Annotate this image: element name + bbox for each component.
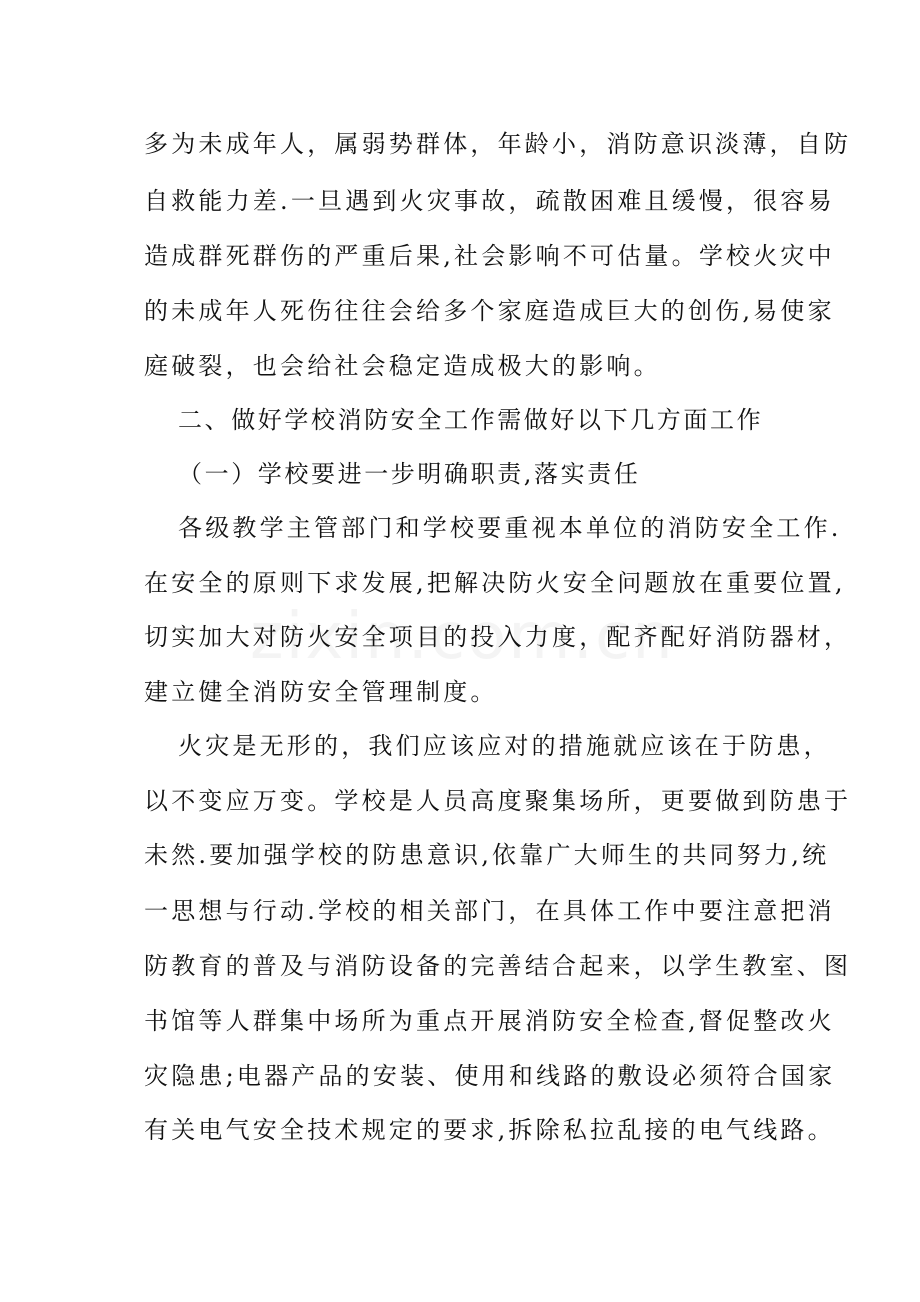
paragraph-line: 在安全的原则下求发展,把解决防火安全问题放在重要位置, xyxy=(144,569,846,597)
paragraph-line: 多为未成年人，属弱势群体，年龄小，消防意识淡薄，自防 xyxy=(144,130,852,158)
paragraph-line: 庭破裂，也会给社会稳定造成极大的影响。 xyxy=(144,352,661,380)
paragraph-line: 切实加大对防火安全项目的投入力度，配齐配好消防器材， xyxy=(144,623,852,651)
paragraph-line: 的未成年人死伤往往会给多个家庭造成巨大的创伤,易使家 xyxy=(144,297,835,325)
paragraph-line: 自救能力差.一旦遇到火灾事故，疏散困难且缓慢，很容易 xyxy=(144,187,835,215)
paragraph-line: 灾隐患;电器产品的安装、使用和线路的敷设必须符合国家 xyxy=(144,1062,836,1090)
paragraph-line: 各级教学主管部门和学校要重视本单位的消防安全工作. xyxy=(178,514,842,542)
paragraph-line: 以不变应万变。学校是人员高度聚集场所，更要做到防患于 xyxy=(144,787,852,815)
paragraph-line: 火灾是无形的，我们应该应对的措施就应该在于防患， xyxy=(178,732,831,760)
subsection-heading: （一）学校要进一步明确职责,落实责任 xyxy=(178,460,641,488)
paragraph-line: 防教育的普及与消防设备的完善结合起来，以学生教室、图 xyxy=(144,952,852,980)
paragraph-line: 有关电气安全技术规定的要求,拆除私拉乱接的电气线路。 xyxy=(144,1116,835,1144)
paragraph-line: 建立健全消防安全管理制度。 xyxy=(144,678,498,706)
paragraph-line: 书馆等人群集中场所为重点开展消防安全检查,督促整改火 xyxy=(144,1007,835,1035)
paragraph-line: 造成群死群伤的严重后果,社会影响不可估量。学校火灾中 xyxy=(144,242,835,270)
section-heading: 二、做好学校消防安全工作需做好以下几方面工作 xyxy=(178,406,764,434)
paragraph-line: 一思想与行动.学校的相关部门，在具体工作中要注意把消 xyxy=(144,897,835,925)
paragraph-line: 未然.要加强学校的防患意识,依靠广大师生的共同努力,统 xyxy=(144,841,830,869)
